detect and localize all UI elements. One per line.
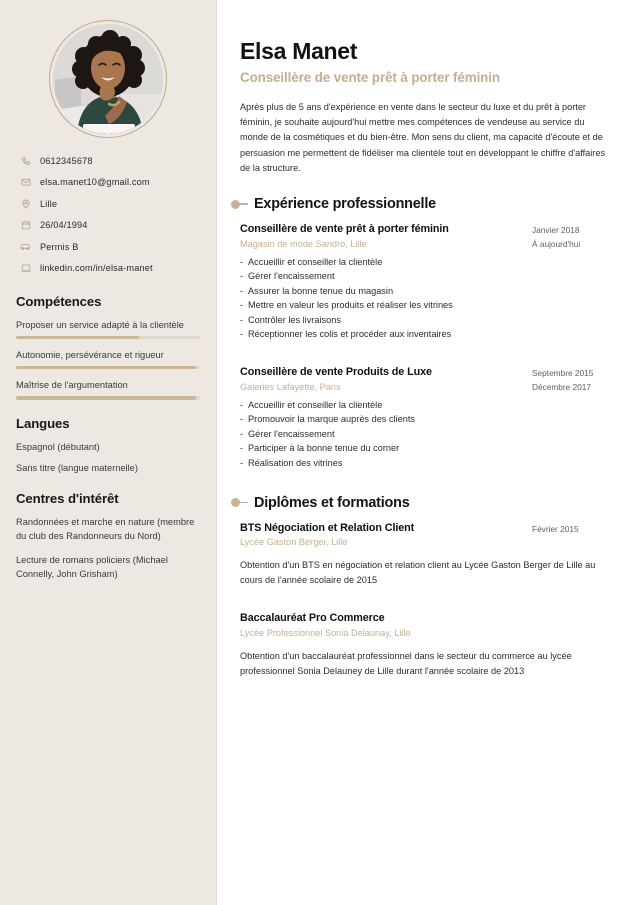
profile-photo (53, 24, 163, 134)
contact-birthdate-text: 26/04/1994 (40, 220, 88, 230)
bullet-item: - Mettre en valeur les produits et réaliser les vitrines (240, 298, 614, 313)
sidebar (0, 0, 217, 905)
bullet-dot-icon (231, 498, 240, 507)
avatar (49, 20, 167, 138)
entry-date-start: Septembre 2015 (532, 368, 594, 379)
job-title: Conseillère de vente prêt à porter féminin (240, 70, 500, 85)
skill-bar-fill (16, 396, 196, 399)
car-icon (20, 241, 31, 252)
language-item: Sans titre (langue maternelle) (16, 462, 138, 473)
experience-entry (240, 366, 614, 470)
entry-organization: Lycée Gaston Berger, Lille (240, 537, 348, 548)
profile-photo-illustration (53, 24, 163, 134)
monitor-icon (20, 263, 31, 274)
bullet-item: - Gérer l'encaissement (240, 269, 614, 284)
entry-dates (532, 223, 614, 251)
entry-organization: Galeries Lafayette, Paris (240, 381, 341, 392)
contact-email[interactable] (20, 177, 200, 188)
language-item: Espagnol (débutant) (16, 441, 100, 452)
skill-label: Maîtrise de l'argumentation (16, 380, 128, 391)
entry-bullets (240, 398, 614, 471)
bullet-line-icon (240, 502, 248, 503)
skills-heading: Compétences (16, 293, 102, 309)
bullet-item: - Promouvoir la marque auprès des clients (240, 412, 614, 427)
bullet-item: - Assurer la bonne tenue du magasin (240, 284, 614, 299)
education-heading: Diplômes et formations (254, 494, 410, 511)
skill-bar-track (16, 336, 200, 339)
main-content (217, 0, 640, 905)
bullet-item: - Gérer l'encaissement (240, 427, 614, 442)
education-section-header (217, 495, 614, 511)
contact-linkedin-text: linkedin.com/in/elsa-manet (40, 263, 153, 273)
contact-license-text: Permis B (40, 241, 79, 252)
contact-phone[interactable] (20, 155, 200, 166)
contact-location-text: Lille (40, 198, 58, 209)
entry-date-end: À aujourd'hui (532, 238, 581, 249)
bullet-item: - Accueillir et conseiller la clientèle (240, 255, 614, 270)
languages-heading: Langues (16, 415, 70, 431)
bullet-item: - Réceptionner les colis et procéder aux inventaires (240, 327, 614, 342)
location-pin-icon (20, 198, 31, 209)
interests-heading: Centres d'intérêt (16, 490, 119, 506)
contact-birthdate[interactable] (20, 220, 200, 231)
entry-date-start: Janvier 2018 (532, 225, 580, 236)
interest-item: Randonnées et marche en nature (membre du club des Randonneurs du Nord) (16, 516, 195, 542)
calendar-icon (20, 220, 31, 231)
skill-bar-track (16, 366, 200, 369)
interest-item: Lecture de romans policiers (Michael Connelly, John Grisham) (16, 554, 168, 580)
skill-bar-fill (16, 366, 196, 369)
bullet-dot-icon (231, 200, 240, 209)
experience-heading: Expérience professionnelle (254, 196, 436, 213)
entry-dates (532, 612, 614, 613)
entry-dates (532, 366, 614, 394)
experience-entry (240, 223, 614, 342)
bullet-line-icon (240, 203, 248, 204)
skill-bar-track (16, 396, 200, 399)
education-entry (240, 612, 614, 679)
envelope-icon (20, 177, 31, 188)
entry-date-start: Février 2015 (532, 523, 579, 534)
skill-bar-fill (16, 336, 139, 339)
bullet-item: - Contrôler les livraisons (240, 313, 614, 328)
contact-list (16, 155, 200, 274)
entry-organization: Lycée Professionnel Sonia Delaunay, Lille (240, 627, 411, 638)
skill-label: Proposer un service adapté à la clientèle (16, 319, 184, 330)
entry-title: Conseillère de vente Produits de Luxe (240, 366, 432, 379)
entry-dates (532, 522, 614, 537)
bullet-item: - Participer à la bonne tenue du corner (240, 441, 614, 456)
bullet-item: - Accueillir et conseiller la clientèle (240, 398, 614, 413)
skill-item (16, 348, 200, 369)
skill-item (16, 318, 200, 339)
contact-phone-text: 0612345678 (40, 155, 93, 166)
entry-description: Obtention d'un baccalauréat professionnel dans le secteur du commerce au lycée professionnel Sonia Delauney de Lille durant l'année scolaire de 2013 (240, 650, 572, 676)
entry-description: Obtention d'un BTS en négociation et relation client au Lycée Gaston Berger de Lille au cours de l'année scolaire de 2015 (240, 560, 596, 586)
contact-license[interactable] (20, 241, 200, 252)
entry-bullets (240, 255, 614, 343)
entry-title: BTS Négociation et Relation Client (240, 521, 415, 534)
contact-email-text: elsa.manet10@gmail.com (40, 177, 150, 187)
experience-section-header (217, 196, 614, 212)
education-entry (240, 522, 614, 589)
entry-organization: Magasin de mode Sandro, Lille (240, 238, 367, 249)
entry-title: Conseillère de vente prêt à porter féminin (240, 223, 449, 236)
skill-label: Autonomie, persévérance et rigueur (16, 349, 164, 360)
entry-date-end: Décembre 2017 (532, 381, 592, 392)
contact-location[interactable] (20, 198, 200, 209)
entry-title: Baccalauréat Pro Commerce (240, 612, 385, 625)
skill-item (16, 378, 200, 399)
phone-icon (20, 155, 31, 166)
bullet-item: - Réalisation des vitrines (240, 456, 614, 471)
profile-summary: Après plus de 5 ans d'expérience en vente dans le secteur du luxe et du prêt à porter féminin, je souhaite aujourd'hui mettre mes compétences de vendeuse au service du monde de la cosmétiques et du bien-être. Mon sens du client, ma capacité d'écoute et de persuasion me permettent de fidéliser ma clientèle tout en développant le chiffre d'affaires de la structure. (240, 102, 606, 173)
contact-linkedin[interactable] (20, 263, 200, 274)
page-title: Elsa Manet (240, 38, 358, 64)
